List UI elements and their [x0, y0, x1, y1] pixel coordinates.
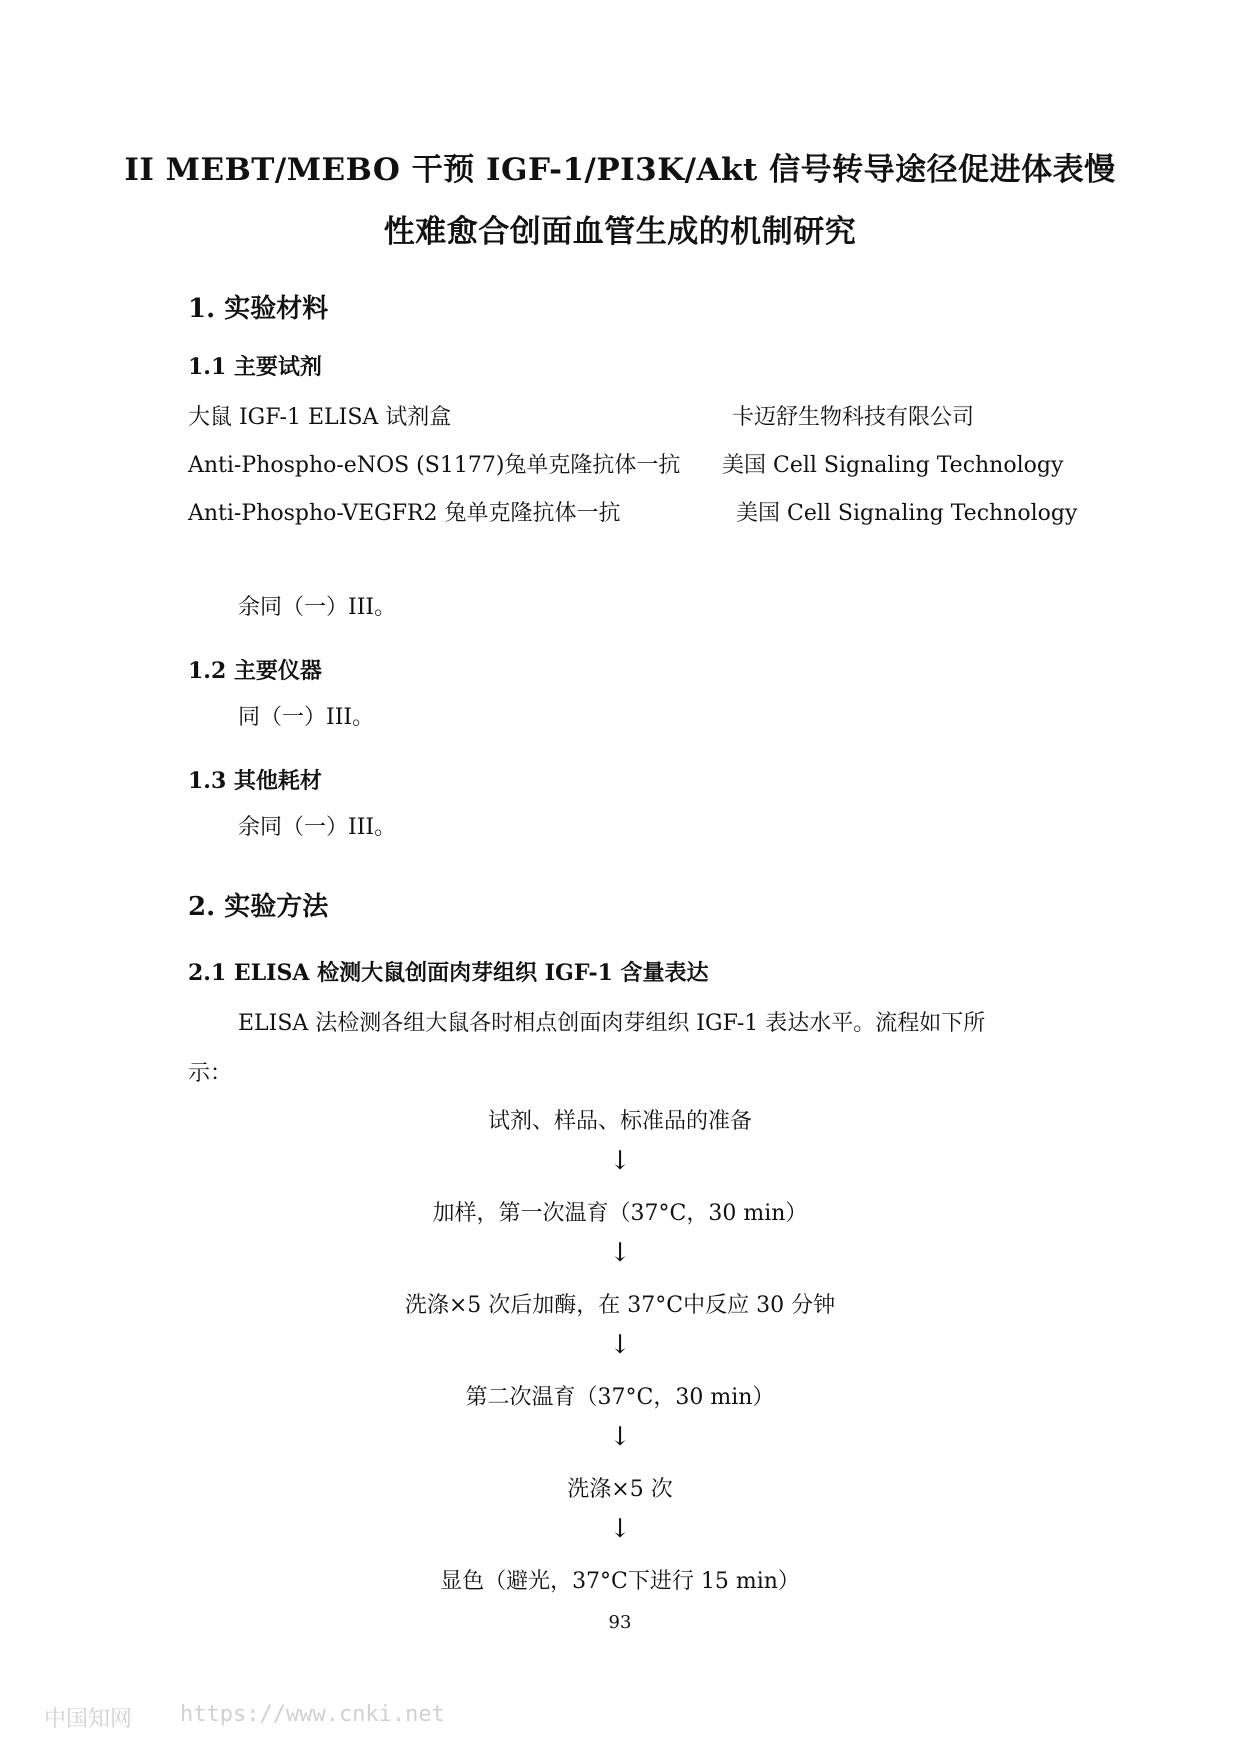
title-line-1: II MEBT/MEBO 干预 IGF-1/PI3K/Akt 信号转导途径促进体表慢 [124, 152, 1116, 188]
flow-step: 洗涤×5 次后加酶，在 37°C中反应 30 分钟 [404, 1293, 836, 1318]
flow-step: 洗涤×5 次 [567, 1477, 673, 1502]
down-arrow-icon: ↓ [609, 1422, 631, 1452]
paragraph-line: 示： [188, 1061, 233, 1086]
down-arrow-icon: ↓ [609, 1238, 631, 1268]
subsection-1-2-note: 同（一）III。 [238, 705, 375, 730]
section-1-heading: 1. 实验材料 [188, 294, 329, 324]
reagent-supplier: 卡迈舒生物科技有限公司 [732, 405, 975, 430]
reagent-name: Anti-Phospho-VEGFR2 兔单克隆抗体一抗 [188, 501, 621, 526]
paragraph-line: ELISA 法检测各组大鼠各时相点创面肉芽组织 IGF-1 表达水平。流程如下所 [238, 1011, 986, 1036]
section-2-heading: 2. 实验方法 [188, 892, 329, 922]
reagent-name: Anti-Phospho-eNOS (S1177)兔单克隆抗体一抗 [188, 453, 681, 478]
page-number: 93 [608, 1612, 632, 1633]
cnki-brand-watermark: 中国知网 [44, 1707, 133, 1732]
flow-step: 加样，第一次温育（37°C，30 min） [432, 1201, 808, 1226]
subsection-1-1-note: 余同（一）III。 [238, 595, 397, 620]
subsection-1-3-note: 余同（一）III。 [238, 815, 397, 840]
flow-step: 第二次温育（37°C，30 min） [465, 1385, 775, 1410]
subsection-1-2-heading: 1.2 主要仪器 [188, 658, 322, 684]
flow-step: 试剂、样品、标准品的准备 [487, 1109, 752, 1134]
subsection-1-3-heading: 1.3 其他耗材 [188, 768, 322, 794]
down-arrow-icon: ↓ [609, 1514, 631, 1544]
down-arrow-icon: ↓ [609, 1146, 631, 1176]
subsection-2-1-heading: 2.1 ELISA 检测大鼠创面肉芽组织 IGF-1 含量表达 [188, 960, 709, 986]
cnki-url-watermark[interactable]: https://www.cnki.net [180, 1702, 445, 1727]
subsection-1-1-heading: 1.1 主要试剂 [188, 354, 322, 380]
flow-step: 显色（避光，37°C下进行 15 min） [440, 1569, 800, 1594]
reagent-supplier: 美国 Cell Signaling Technology [722, 453, 1064, 478]
down-arrow-icon: ↓ [609, 1330, 631, 1360]
reagent-name: 大鼠 IGF-1 ELISA 试剂盒 [188, 405, 452, 430]
title-line-2: 性难愈合创面血管生成的机制研究 [383, 214, 857, 250]
reagent-supplier: 美国 Cell Signaling Technology [736, 501, 1078, 526]
